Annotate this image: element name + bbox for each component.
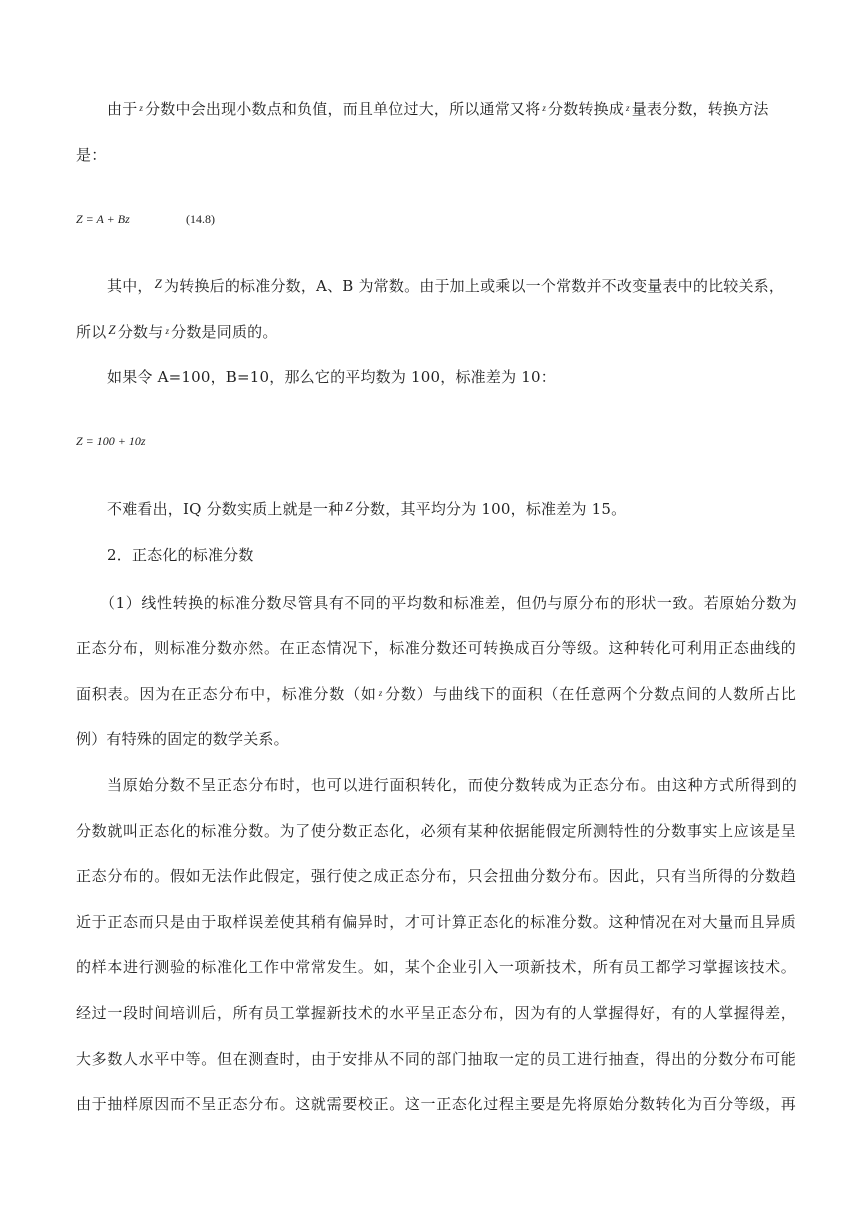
equation-number: (14.8) [186,212,215,226]
paragraph-line: 经过一段时间培训后，所有员工掌握新技术的水平呈正态分布，因为有的人掌握得好，有的人掌握得差， [76,1004,796,1022]
text-segment: 分数与 [117,323,164,341]
text-segment: 为转换后的标准分数，A、B 为常数。由于加上或乘以一个常数并不改变量表中的比较关系， [164,277,785,295]
text-segment: 由于 [107,100,138,118]
paragraph-line: 是： [76,146,107,164]
paragraph-line [76,322,796,344]
paragraph-line: 例）有特殊的固定的数学关系。 [76,730,289,748]
variable-z: z [542,103,547,113]
text-segment: 分数转换成 [548,100,625,118]
text-segment: 分数是同质的。 [171,323,278,341]
formula-expression: Z = 100 + 10z [76,434,146,448]
paragraph-line [107,99,797,121]
paragraph-line [107,276,797,297]
text-segment: 分数中会出现小数点和负值，而且单位过大，所以通常又将 [145,100,541,118]
section-heading: 2．正态化的标准分数 [107,546,254,564]
variable-Z: Z [108,322,116,337]
paragraph-line: 由于抽样原因而不呈正态分布。这就需要校正。这一正态化过程主要是先将原始分数转化为百分等级，再 [76,1095,796,1113]
paragraph-line: 正态分布的。假如无法作此假定，强行使之成正态分布，只会扭曲分数分布。因此，只有当所得的分数趋 [76,867,796,885]
text-segment: 面积表。因为在正态分布中，标准分数（如 [76,685,377,703]
formula-14-8 [76,211,215,227]
formula-expression: Z = A + Bz [76,212,130,226]
variable-z: z [139,103,144,113]
paragraph-line: 分数就叫正态化的标准分数。为了使分数正态化，必须有某种依据能假定所测特性的分数事实上应该是呈 [76,822,796,840]
paragraph-line: 的样本进行测验的标准化工作中常常发生。如，某个企业引入一项新技术，所有员工都学习掌握该技术。 [76,958,796,976]
text-segment: 量表分数，转换方法 [631,100,769,118]
paragraph-line [107,499,797,520]
formula-z-100 [76,433,146,449]
variable-z: z [165,326,170,336]
paragraph-line: （1）线性转换的标准分数尽管具有不同的平均数和标准差，但仍与原分布的形状一致。若原始分数为 [100,594,797,612]
paragraph-line [76,684,796,706]
text-segment: 不难看出，IQ 分数实质上就是一种 [107,500,344,518]
paragraph-line: 近于正态而只是由于取样误差使其稍有偏异时，才可计算正态化的标准分数。这种情况在对大量而且异质 [76,913,796,931]
text-segment: 所以 [76,323,107,341]
variable-z: z [378,688,383,698]
text-segment: 其中， [107,277,153,295]
variable-z: z [626,103,630,113]
text-segment: 分数，其平均分为 100，标准差为 15。 [354,500,627,518]
text-segment: 分数）与曲线下的面积（在任意两个分数点间的人数所占比 [384,685,796,703]
paragraph-line: 正态分布，则标准分数亦然。在正态情况下，标准分数还可转换成百分等级。这种转化可利用正态曲线的 [76,639,796,657]
paragraph-line: 大多数人水平中等。但在测查时，由于安排从不同的部门抽取一定的员工进行抽查，得出的分数分布可能 [76,1050,796,1068]
variable-Z: Z [345,499,353,514]
paragraph-line: 当原始分数不呈正态分布时，也可以进行面积转化，而使分数转成为正态分布。由这种方式所得到的 [107,776,797,794]
variable-Z: Z [154,276,163,291]
paragraph-line: 如果令 A=100，B=10，那么它的平均数为 100，标准差为 10： [107,368,556,386]
